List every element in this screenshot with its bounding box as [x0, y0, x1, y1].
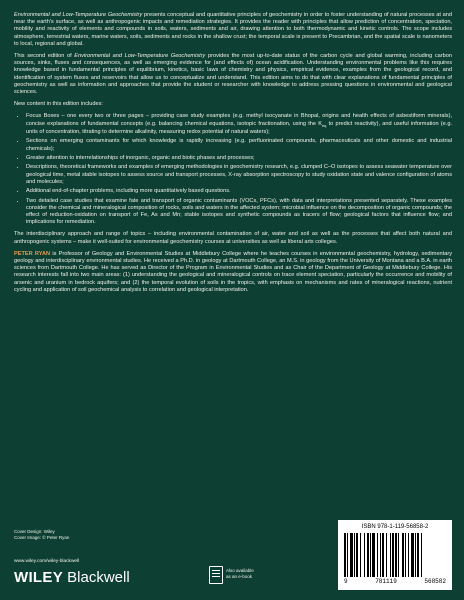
list-item: • Additional end-of-chapter problems, including more quantitatively based questions. — [26, 188, 452, 195]
second-paragraph — [14, 53, 452, 96]
list-item: • Greater attention to interrelationships of inorganic, organic and biotic phases and processes; — [26, 155, 452, 162]
cover-image-credit: Cover Image: © Peter Ryan — [14, 535, 70, 540]
second-book-title: Environmental and Low-Temperature Geochemistry — [74, 53, 206, 60]
intro-book-title: Environmental and Low-Temperature Geochemistry — [14, 12, 143, 18]
author-bio — [14, 251, 452, 294]
second-prefix: This second edition of — [14, 53, 75, 60]
cover-text — [14, 12, 452, 299]
intro-paragraph — [14, 12, 452, 48]
ebook-icon — [209, 566, 223, 584]
cover-credits — [14, 529, 69, 541]
list-item: • Focus Boxes – one every two or three pages – providing case study examples (e.g. methyl isocyanate in Bhopal, origins and health effects of asbestiform minerals), concise explanations of fundamental concepts (e.g. balancing chemical equations, isotopic fractionation, using the $K_{eq}$ to predict reactivity), and useful information (e.g. units of concentration, titrating to determine alkalinity, measuring redox potential of natural waters); — [26, 113, 452, 136]
intro-text: presents conceptual and quantitative principles of geochemistry in order to foster understanding of natural processes at and near the earth's surface, as well as anthropogenic impacts and remediation strategies. It provides the reader with principles that allow prediction of concentration, speciation, mobility and reactivity of elements and compounds in soils, waters, sediments and air, drawing attention to both thermodynamic and kinetic controls. The scope includes atmosphere, terrestrial waters, marine waters, soils, sediments and rocks in the shallow crust; the temporal scale is present to Precambrian, and the spatial scale is nanometers to local, regional and global. — [14, 12, 453, 47]
new-content-heading: New content in this edition includes: — [14, 101, 103, 108]
list-item: • Two detailed case studies that examine fate and transport of organic contaminants (VOCs, PFCs), with data and interpretations presented separately. These examples consider the chemical and mineralogical composition of rocks, soils and waters in the affected system; microbial influence on the decomposition of organic compounds; the effect of reduction-oxidation on transport of Fe, As and Mn; stable isotopes and synthetic compounds as tracers of flow; geological factors that influence flow; and implications for remediation. — [26, 198, 452, 227]
author-bio-text: is Professor of Geology and Environmental Studies at Middlebury College where he teaches courses in environmental geochemistry, hydrology, sedimentary geology and interdisciplinary environmental studies. He received a Ph.D. in geology at Dartmouth College, an M.S. in geology from the University of Montana and a B.A. in earth sciences from Dartmouth College. He has served as Director of the Program in Environmental Studies and as Chair of the Department of Geology at Middlebury College. His research interests fall into two main areas: (1) understanding the geological and mineralogical controls on trace element speciation, particularly the occurrence and mobility of arsenic and uranium in bedrock aquifers; and (2) the temporal evolution of soils in the tropics, with emphasis on mechanisms and rates of mineralogical reactions, nutrient cycling and application of soil geochemical analysis to correlation and geological interpretation. — [14, 250, 452, 293]
isbn-label: ISBN 978-1-119-56858-2 — [361, 524, 429, 530]
ebook-badge: Also available as an e-book — [209, 566, 319, 584]
barcode-icon — [344, 533, 446, 577]
barcode-digits: 9 781119 568582 — [344, 578, 446, 585]
author-name: PETER RYAN — [14, 250, 51, 257]
list-item: • Descriptions, theoretical frameworks and examples of emerging methodologies in geochemistry research, e.g. clumped C–O isotopes to assess seawater temperature over geological time, metal stable isotopes to assess source and transport processes, X-ray absorption spectroscopy to study oxidation state and valence configuration of atoms and molecules; — [26, 164, 452, 186]
interdisciplinary-paragraph: The interdisciplinary approach and range of topics – including environmental contamination of air, water and soil as well as the processes that affect both natural and anthropogenic systems – make it well-suited for environmental geochemistry courses at universities as well as liberal arts colleges. — [14, 231, 452, 245]
cover-design-credit: Cover Design: Wiley — [14, 529, 55, 534]
isbn-barcode — [338, 520, 452, 590]
new-content-list — [14, 113, 452, 226]
second-text: provides the most up-to-date status of the carbon cycle and global warming, including carbon sources, sinks, fluxes and consequences, as well as emerging evidence for (and effects of) ocean acidification. Understanding environmental problems like this requires knowledge based in fundamental principles of equilibrium, kinetics, basic laws of chemistry and physics, empirical evidence, examples from the geological record, and identification of system fluxes and reservoirs that allow us to conceptualize and understand. This edition aims to do that with clear explanations of fundamental principles of geochemistry as well as information and approaches that provide the student or researcher with knowledge to address pressing questions in environmental and geological sciences. — [14, 53, 452, 96]
publisher-website[interactable]: www.wiley.com/wiley-blackwell — [14, 559, 80, 564]
wiley-blackwell-logo: WILEY Blackwell — [14, 569, 130, 586]
list-item: • Sections on emerging contaminants for which knowledge is rapidly increasing (e.g. perfluorinated compounds, pharmaceuticals and other domestic and industrial chemicals); — [26, 138, 452, 152]
